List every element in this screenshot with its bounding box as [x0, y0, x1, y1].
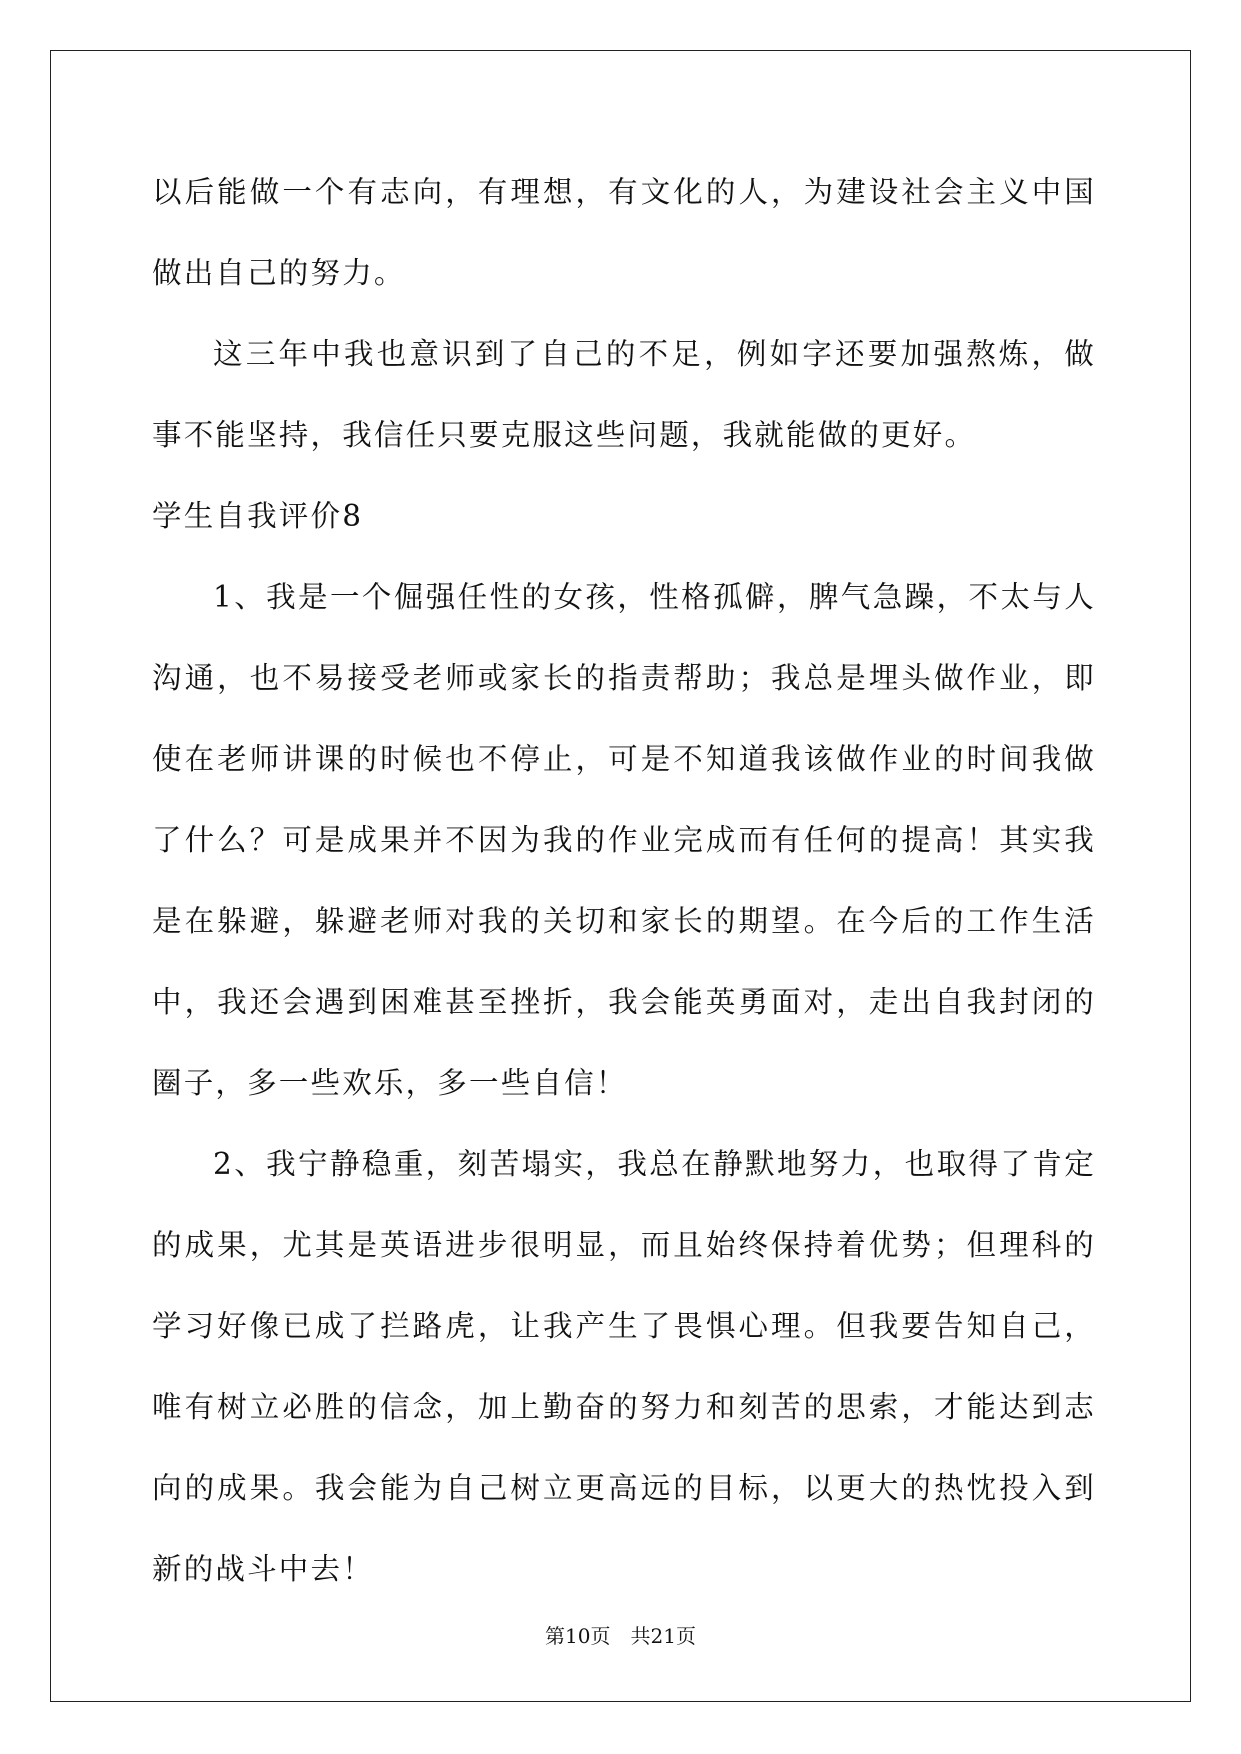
section-heading: 学生自我评价8 — [152, 499, 364, 533]
paragraph-3: 1、我是一个倔强任性的女孩，性格孤僻，脾气急躁，不太与人沟通，也不易接受老师或家长的指责帮助；我总是埋头做作业，即使在老师讲课的时候也不停止，可是不知道我该做作业的时间我做了什么？可是成果并不因为我的作业完成而有任何的提高！其实我是在躲避，躲避老师对我的关切和家长的期望。在今后的工作生活中，我还会遇到困难甚至挫折，我会能英勇面对，走出自我封闭的圈子，多一些欢乐，多一些自信！ — [152, 580, 1096, 1100]
paragraph-1: 以后能做一个有志向，有理想，有文化的人，为建设社会主义中国做出自己的努力。 — [152, 175, 1096, 290]
page-number-footer: 第10页 共21页 — [545, 1624, 696, 1648]
paragraph-2: 这三年中我也意识到了自己的不足，例如字还要加强熬炼，做事不能坚持，我信任只要克服这些问题，我就能做的更好。 — [152, 337, 1096, 452]
paragraph-4: 2、我宁静稳重，刻苦塌实，我总在静默地努力，也取得了肯定的成果，尤其是英语进步很明显，而且始终保持着优势；但理科的学习好像已成了拦路虎，让我产生了畏惧心理。但我要告知自己，唯有树立必胜的信念，加上勤奋的努力和刻苦的思索，才能达到志向的成果。我会能为自己树立更高远的目标，以更大的热忱投入到新的战斗中去！ — [152, 1147, 1096, 1586]
document-body — [152, 152, 1096, 1610]
